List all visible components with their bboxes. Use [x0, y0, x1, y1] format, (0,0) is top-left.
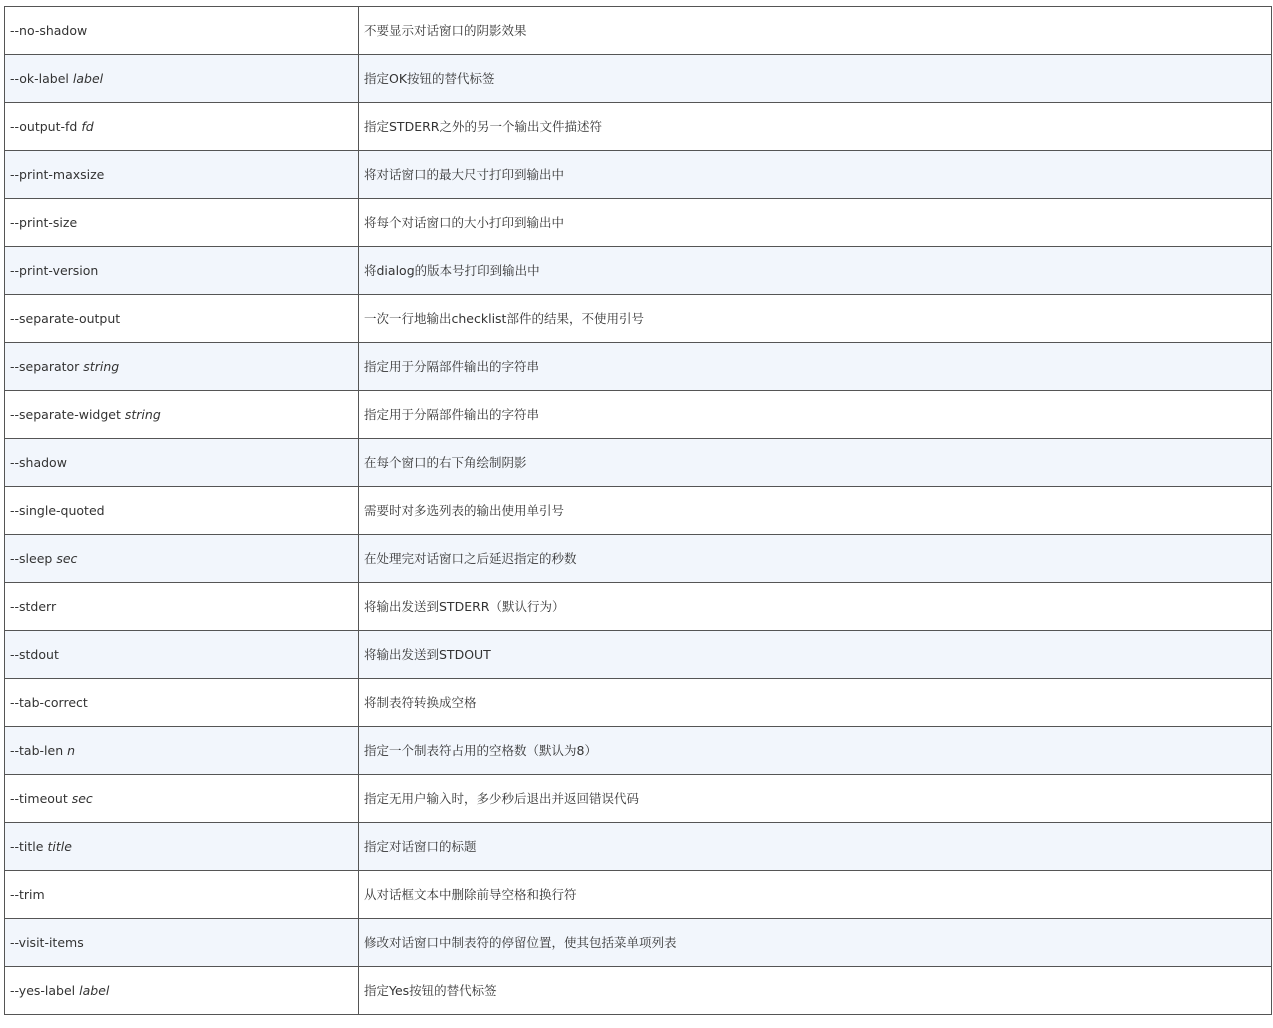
table-row	[5, 343, 1272, 391]
option-cell	[5, 439, 359, 487]
option-name: --print-size	[10, 214, 78, 230]
option-cell	[5, 631, 359, 679]
option-cell	[5, 919, 359, 967]
option-cell	[5, 199, 359, 247]
table-row	[5, 391, 1272, 439]
description-cell: 指定OK按钮的替代标签	[359, 55, 1272, 103]
option-name: --visit-items	[10, 934, 84, 950]
description-cell: 指定无用户输入时，多少秒后退出并返回错误代码	[359, 775, 1272, 823]
table-row	[5, 679, 1272, 727]
description-cell: 指定一个制表符占用的空格数（默认为8）	[359, 727, 1272, 775]
table-row	[5, 775, 1272, 823]
table-row	[5, 583, 1272, 631]
option-argument: string	[124, 406, 161, 422]
option-cell	[5, 775, 359, 823]
description-cell: 一次一行地输出checklist部件的结果，不使用引号	[359, 295, 1272, 343]
option-cell	[5, 343, 359, 391]
option-name: --output-fd	[10, 118, 78, 134]
table-row	[5, 823, 1272, 871]
description-cell: 不要显示对话窗口的阴影效果	[359, 7, 1272, 55]
table-row	[5, 247, 1272, 295]
option-name: --trim	[10, 886, 45, 902]
table-row	[5, 967, 1272, 1015]
table-row	[5, 199, 1272, 247]
description-cell: 将dialog的版本号打印到输出中	[359, 247, 1272, 295]
option-name: --print-version	[10, 262, 99, 278]
option-argument: string	[83, 358, 120, 374]
option-name: --ok-label	[10, 70, 69, 86]
option-name: --print-maxsize	[10, 166, 105, 182]
table-row	[5, 727, 1272, 775]
table-row	[5, 103, 1272, 151]
option-name: --single-quoted	[10, 502, 105, 518]
table-row	[5, 535, 1272, 583]
option-cell	[5, 295, 359, 343]
option-name: --tab-correct	[10, 694, 88, 710]
option-cell	[5, 727, 359, 775]
option-name: --tab-len	[10, 742, 64, 758]
option-cell	[5, 823, 359, 871]
table-row	[5, 151, 1272, 199]
table-row	[5, 439, 1272, 487]
description-cell: 在处理完对话窗口之后延迟指定的秒数	[359, 535, 1272, 583]
option-cell	[5, 583, 359, 631]
table-row	[5, 487, 1272, 535]
description-cell: 将对话窗口的最大尺寸打印到输出中	[359, 151, 1272, 199]
table-row	[5, 295, 1272, 343]
option-cell	[5, 967, 359, 1015]
options-table-container	[4, 6, 1271, 1015]
option-cell	[5, 391, 359, 439]
table-row	[5, 55, 1272, 103]
table-row	[5, 631, 1272, 679]
description-cell: 从对话框文本中删除前导空格和换行符	[359, 871, 1272, 919]
option-cell	[5, 103, 359, 151]
option-name: --no-shadow	[10, 22, 88, 38]
table-row	[5, 919, 1272, 967]
description-cell: 将输出发送到STDERR（默认行为）	[359, 583, 1272, 631]
description-cell: 指定用于分隔部件输出的字符串	[359, 343, 1272, 391]
option-name: --separate-widget	[10, 406, 121, 422]
option-name: --title	[10, 838, 44, 854]
description-cell: 指定用于分隔部件输出的字符串	[359, 391, 1272, 439]
option-name: --shadow	[10, 454, 67, 470]
description-cell: 需要时对多选列表的输出使用单引号	[359, 487, 1272, 535]
description-cell: 将每个对话窗口的大小打印到输出中	[359, 199, 1272, 247]
option-cell	[5, 7, 359, 55]
option-argument: label	[79, 982, 110, 998]
option-cell	[5, 487, 359, 535]
option-name: --stderr	[10, 598, 57, 614]
table-row	[5, 871, 1272, 919]
option-name: --yes-label	[10, 982, 76, 998]
description-cell: 指定STDERR之外的另一个输出文件描述符	[359, 103, 1272, 151]
dialog-options-table	[4, 6, 1272, 1015]
option-argument: fd	[81, 118, 94, 134]
option-argument: label	[72, 70, 104, 86]
option-argument: title	[47, 838, 72, 854]
option-cell	[5, 247, 359, 295]
option-name: --separator	[10, 358, 80, 374]
option-argument: sec	[56, 550, 78, 566]
options-table-body	[5, 7, 1272, 1015]
description-cell: 修改对话窗口中制表符的停留位置，使其包括菜单项列表	[359, 919, 1272, 967]
option-name: --sleep	[10, 550, 53, 566]
option-cell	[5, 535, 359, 583]
option-cell	[5, 679, 359, 727]
description-cell: 在每个窗口的右下角绘制阴影	[359, 439, 1272, 487]
option-argument: sec	[71, 790, 93, 806]
table-row	[5, 7, 1272, 55]
option-name: --separate-output	[10, 310, 121, 326]
option-cell	[5, 871, 359, 919]
description-cell: 指定对话窗口的标题	[359, 823, 1272, 871]
description-cell: 将输出发送到STDOUT	[359, 631, 1272, 679]
description-cell: 将制表符转换成空格	[359, 679, 1272, 727]
description-cell: 指定Yes按钮的替代标签	[359, 967, 1272, 1015]
option-name: --stdout	[10, 646, 59, 662]
option-name: --timeout	[10, 790, 68, 806]
option-argument: n	[67, 742, 76, 758]
option-cell	[5, 151, 359, 199]
option-cell	[5, 55, 359, 103]
